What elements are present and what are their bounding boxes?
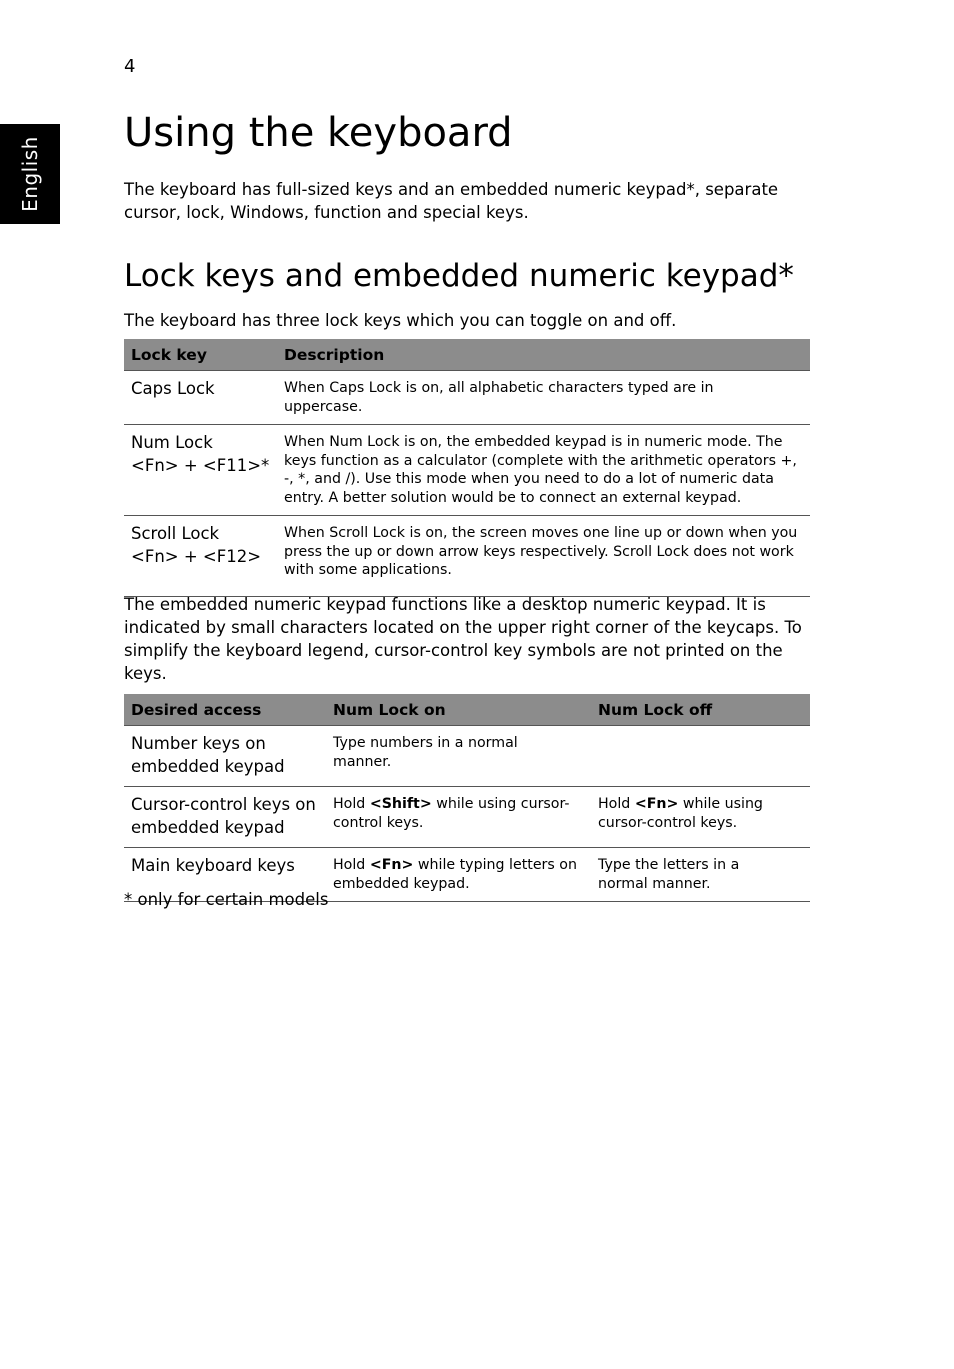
lock-key-cell: [124, 425, 277, 516]
cell-text: while using cursor-control keys.: [333, 796, 570, 831]
column-header-lock-key: Lock key: [124, 339, 277, 371]
key-name: <Fn>: [634, 796, 679, 812]
lock-key-name: Scroll Lock: [131, 524, 220, 543]
page-title: Using the keyboard: [124, 110, 513, 156]
table-row: [124, 516, 810, 597]
table-header-row: [124, 694, 810, 726]
lock-key-name: Caps Lock: [131, 379, 215, 398]
cell-text: Hold: [333, 857, 370, 873]
section-heading: Lock keys and embedded numeric keypad*: [124, 258, 794, 294]
intro-paragraph: The keyboard has full-sized keys and an embedded numeric keypad*, separate cursor, lock, Windows, function and special keys.: [124, 180, 779, 222]
num-lock-on-cell: [326, 848, 591, 902]
access-cell: Main keyboard keys: [124, 848, 326, 902]
footnote: * only for certain models: [124, 890, 329, 909]
keypad-access-table: [124, 694, 810, 902]
table-row: [124, 425, 810, 516]
keypad-paragraph: The embedded numeric keypad functions like a desktop numeric keypad. It is indicated by small characters located on the upper right corner of the keycaps. To simplify the keyboard legend, cursor-control key symbols are not printed on the keys.: [124, 595, 802, 683]
num-lock-off-cell: [591, 787, 810, 848]
lock-description: When Num Lock is on, the embedded keypad is in numeric mode. The keys function as a calculator (complete with the arithmetic operators +, -, *, and /). Use this mode when you need to do a lot of numeric data entry. A better solution would be to connect an external keypad.: [277, 425, 810, 516]
language-tab: [0, 124, 60, 224]
cell-text: Hold: [598, 796, 635, 812]
column-header-num-lock-on: Num Lock on: [326, 694, 591, 726]
language-tab-label: English: [18, 136, 42, 212]
table-row: [124, 726, 810, 787]
cell-text: Hold: [333, 796, 370, 812]
num-lock-off-cell: [591, 726, 810, 787]
column-header-desired-access: Desired access: [124, 694, 326, 726]
lock-key-shortcut: <Fn> + <F12>: [131, 547, 262, 566]
num-lock-on-cell: [326, 726, 591, 787]
cell-text: Type numbers in a normal manner.: [333, 735, 518, 770]
lock-key-cell: [124, 516, 277, 597]
lock-description: When Scroll Lock is on, the screen moves one line up or down when you press the up or down arrow keys respectively. Scroll Lock does not work with some applications.: [277, 516, 810, 597]
lock-keys-table: [124, 339, 810, 597]
table-row: [124, 787, 810, 848]
column-header-num-lock-off: Num Lock off: [591, 694, 810, 726]
table-header-row: [124, 339, 810, 371]
cell-text: while using cursor-control keys.: [598, 796, 763, 831]
column-header-description: Description: [277, 339, 810, 371]
section-lead: The keyboard has three lock keys which you can toggle on and off.: [124, 311, 677, 330]
access-cell: Number keys on embedded keypad: [124, 726, 326, 787]
num-lock-off-cell: [591, 848, 810, 902]
key-name: <Fn>: [369, 857, 414, 873]
cell-text: Type the letters in a normal manner.: [598, 857, 740, 892]
lock-key-cell: [124, 371, 277, 425]
access-cell: Cursor-control keys on embedded keypad: [124, 787, 326, 848]
num-lock-on-cell: [326, 787, 591, 848]
lock-description: When Caps Lock is on, all alphabetic characters typed are in uppercase.: [277, 371, 810, 425]
lock-key-name: Num Lock: [131, 433, 213, 452]
cell-text: while typing letters on embedded keypad.: [333, 857, 577, 892]
page-number: 4: [124, 56, 136, 77]
lock-key-shortcut: <Fn> + <F11>*: [131, 456, 270, 475]
key-name: <Shift>: [369, 796, 432, 812]
table-row: [124, 371, 810, 425]
